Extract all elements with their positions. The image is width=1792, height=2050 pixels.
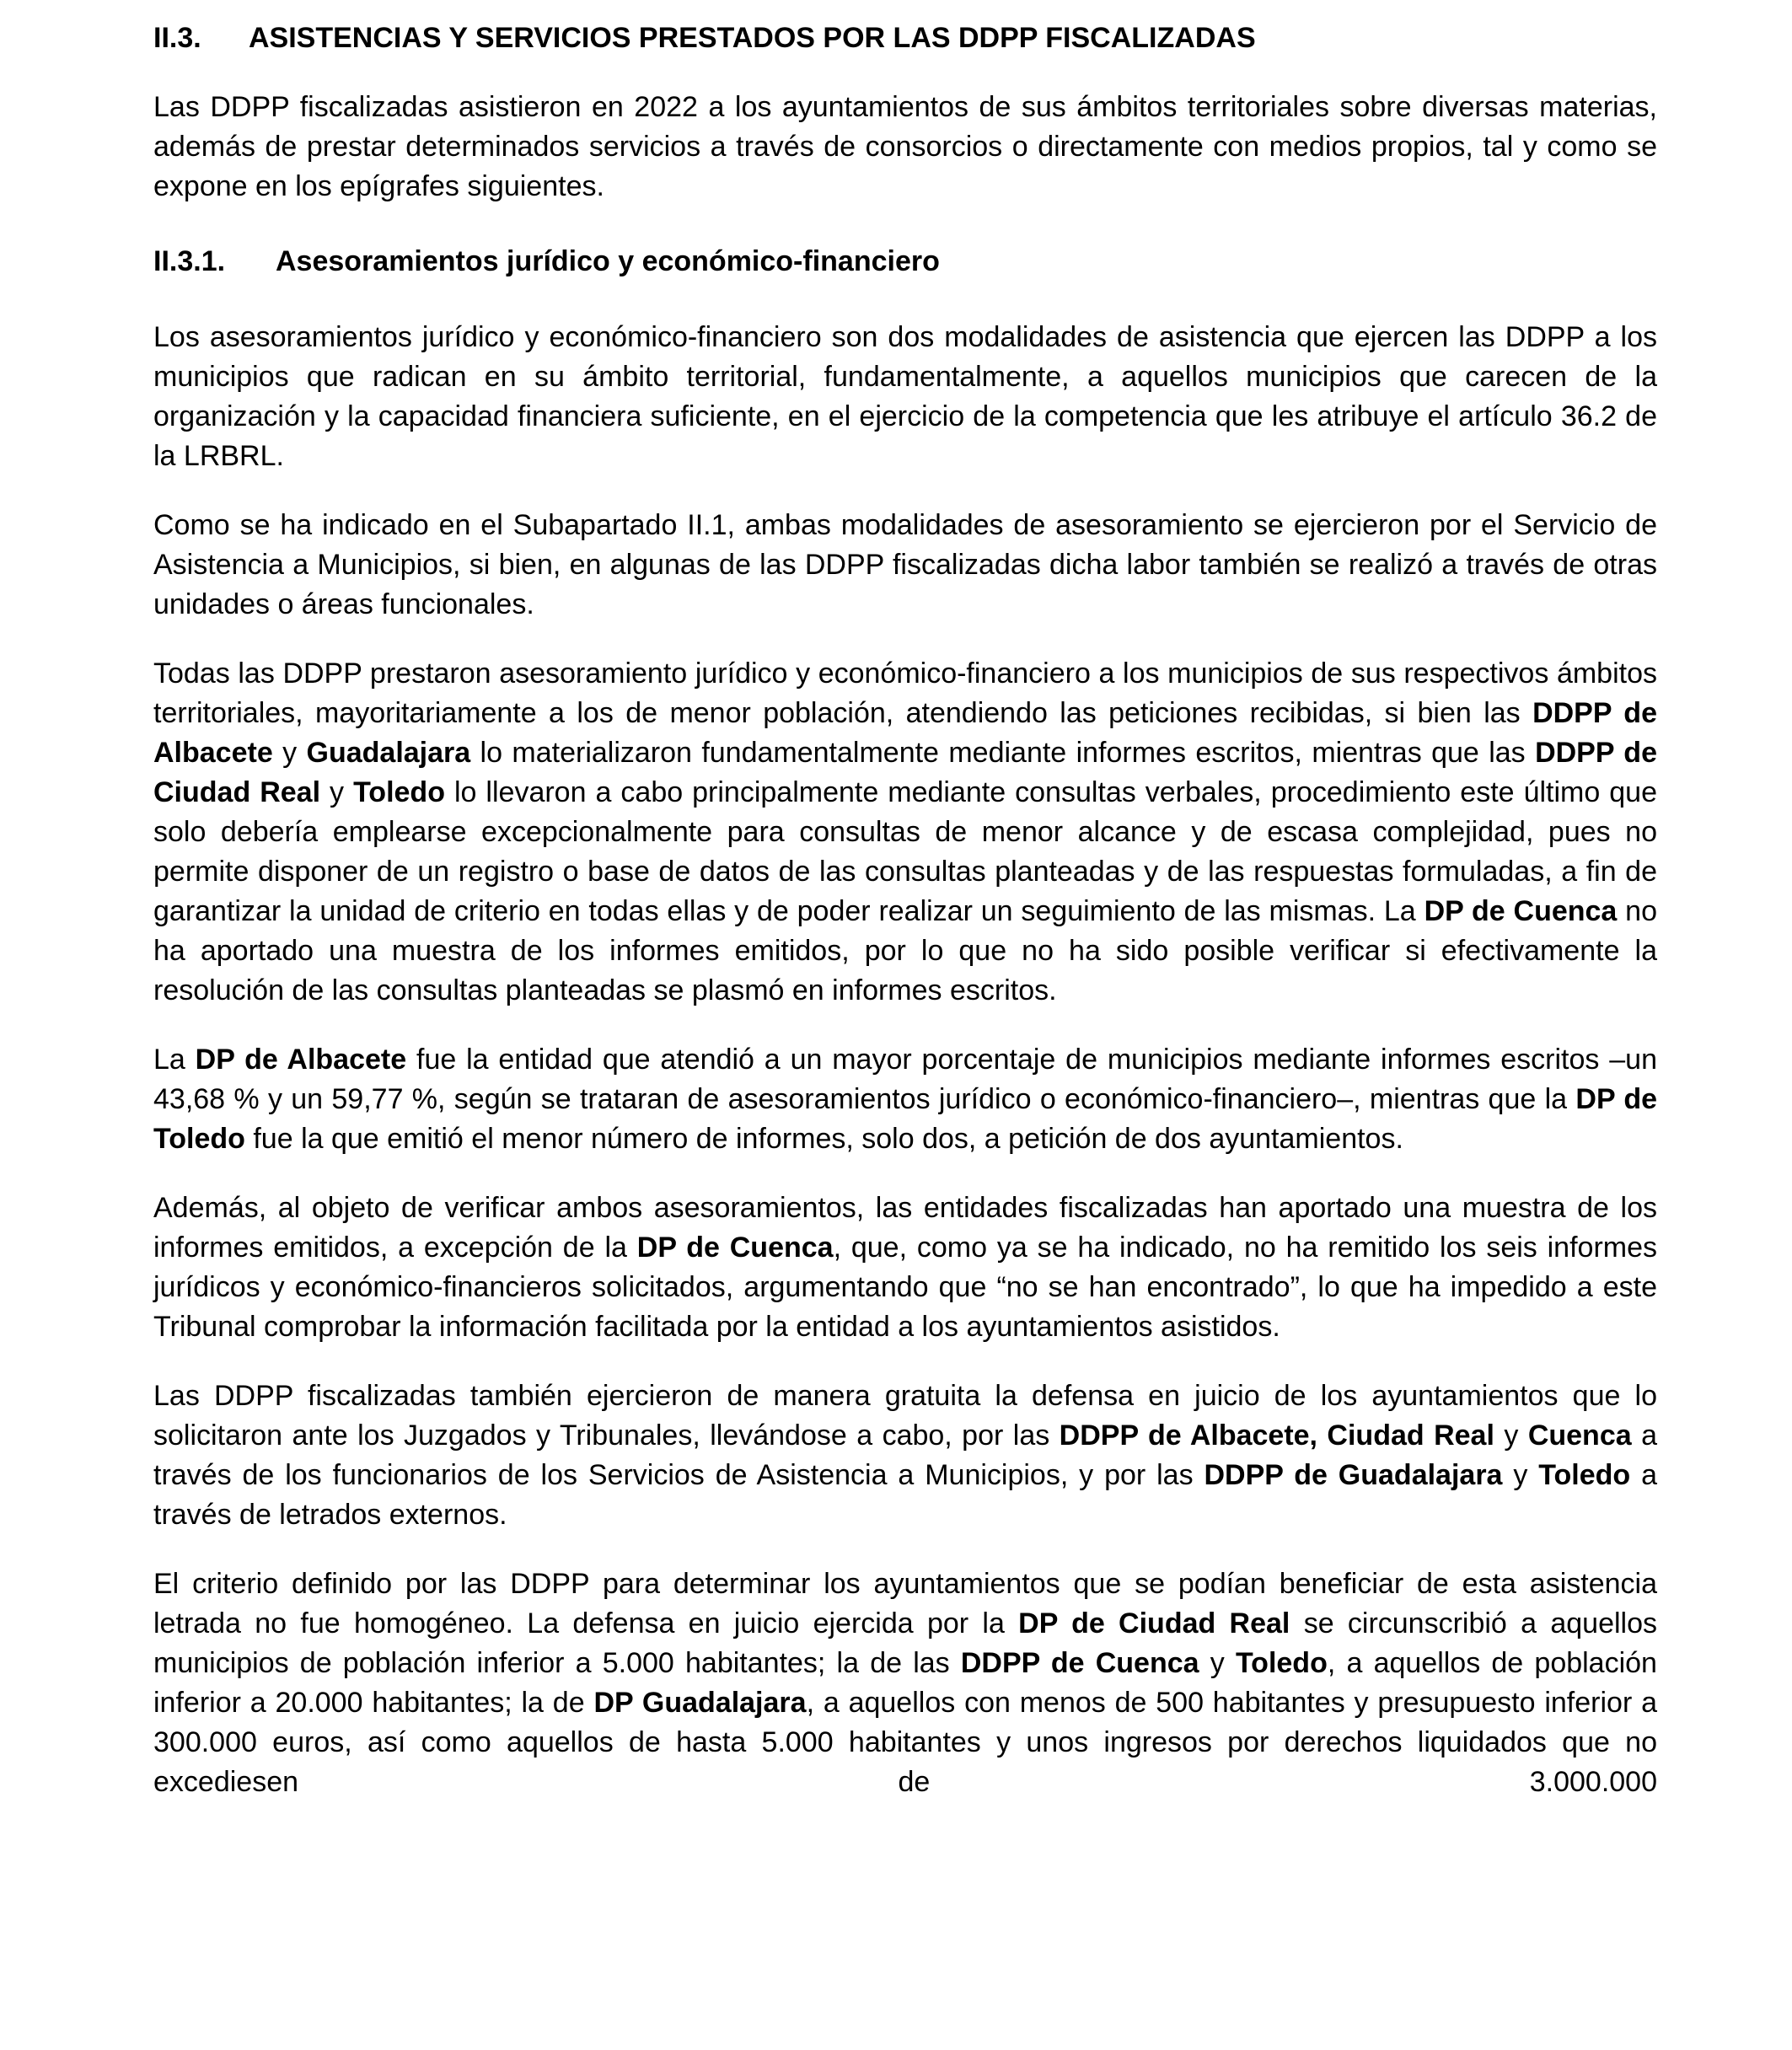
bold-text: Toledo bbox=[1538, 1459, 1631, 1491]
text-run: no ha aportado una muestra de los informes emitidos, por lo que no ha sido posible verificar si efectivamente la resolución de las consultas planteadas se plasmó en informes escritos. bbox=[153, 895, 1657, 1006]
text-run: Los asesoramientos jurídico y económico-financiero son dos modalidades de asistencia que ejercen las DDPP a los municipios que radican en su ámbito territorial, fundamentalmente, a aquellos municipios que carecen de la organización y la capacidad financiera suficiente, en el ejercicio de la competencia que les atribuye el artículo 36.2 de la LRBRL. bbox=[153, 321, 1657, 472]
bold-text: Toledo bbox=[1235, 1647, 1328, 1679]
text-run: y bbox=[272, 737, 307, 769]
text-run: a través de los funcionarios de los Servicios de Asistencia a Municipios, y por las bbox=[153, 1419, 1657, 1491]
bold-text: DDPP de Guadalajara bbox=[1204, 1459, 1503, 1491]
paragraph-intro bbox=[153, 88, 1657, 207]
bold-text: Cuenca bbox=[1527, 1419, 1632, 1452]
bold-text: DP Guadalajara bbox=[593, 1687, 807, 1719]
text-run: Todas las DDPP prestaron asesoramiento jurídico y económico-financiero a los municipios de sus respectivos ámbitos territoriales, mayoritariamente a los de menor población, atendiendo las peticiones recibidas, si bien las bbox=[153, 657, 1657, 729]
paragraph-todas-ddpp bbox=[153, 654, 1657, 1011]
section-number: II.3. bbox=[153, 22, 201, 54]
text-run: La bbox=[153, 1044, 196, 1076]
bold-text: Toledo bbox=[353, 776, 445, 808]
section-title: ASISTENCIAS Y SERVICIOS PRESTADOS POR LAS DDPP FISCALIZADAS bbox=[249, 22, 1256, 54]
text-run: a través de letrados externos. bbox=[153, 1459, 1657, 1531]
bold-text: DDPP de Ciudad Real bbox=[153, 737, 1657, 808]
bold-text: DP de Cuenca bbox=[1424, 895, 1618, 927]
text-run: lo materializaron fundamentalmente mediante informes escritos, mientras que las bbox=[470, 737, 1536, 769]
paragraph-muestra-informes bbox=[153, 1189, 1657, 1347]
text-run: y bbox=[1502, 1459, 1539, 1491]
bold-text: DP de Cuenca bbox=[636, 1232, 834, 1264]
text-run: Las DDPP fiscalizadas también ejercieron de manera gratuita la defensa en juicio de los ayuntamientos que lo solicitaron ante los Juzgados y Tribunales, llevándose a cabo, por las bbox=[153, 1380, 1657, 1452]
bold-text: DDPP de Albacete bbox=[153, 697, 1657, 769]
text-run: se circunscribió a aquellos municipios de población inferior a 5.000 habitantes; la de las bbox=[153, 1607, 1657, 1679]
bold-text: DP de Ciudad Real bbox=[1018, 1607, 1290, 1639]
text-run: , que, como ya se ha indicado, no ha remitido los seis informes jurídicos y económico-financieros solicitados, argumentando que “no se han encontrado”, lo que ha impedido a este Tribunal comprobar la información facilitada por la entidad a los ayuntamientos asistidos. bbox=[153, 1232, 1658, 1343]
text-run: y bbox=[320, 776, 354, 808]
text-run: , a aquellos de población inferior a 20.000 habitantes; la de bbox=[153, 1647, 1657, 1719]
paragraph-criterio bbox=[153, 1564, 1657, 1802]
subsection-number: II.3.1. bbox=[153, 245, 226, 277]
bold-text: DDPP de Cuenca bbox=[960, 1647, 1199, 1679]
text-run: y bbox=[1199, 1647, 1236, 1679]
paragraph-dp-albacete bbox=[153, 1040, 1657, 1159]
text-run: Como se ha indicado en el Subapartado II.1, ambas modalidades de asesoramiento se ejercieron por el Servicio de Asistencia a Municipios, si bien, en algunas de las DDPP fiscalizadas dicha labor también se realizó a través de otras unidades o áreas funcionales. bbox=[153, 509, 1657, 620]
text-run: El criterio definido por las DDPP para determinar los ayuntamientos que se podían beneficiar de esta asistencia letrada no fue homogéneo. La defensa en juicio ejercida por la bbox=[153, 1568, 1657, 1639]
text-run: fue la entidad que atendió a un mayor porcentaje de municipios mediante informes escritos –un 43,68 % y un 59,77 %, según se trataran de asesoramientos jurídico o económico-financiero–, mientras que la bbox=[153, 1044, 1657, 1115]
subsection-title: Asesoramientos jurídico y económico-financiero bbox=[276, 245, 940, 277]
text-run: Además, al objeto de verificar ambos asesoramientos, las entidades fiscalizadas han aportado una muestra de los informes emitidos, a excepción de la bbox=[153, 1192, 1657, 1264]
paragraph-modalidades bbox=[153, 318, 1657, 476]
bold-text: DP de Albacete bbox=[195, 1044, 407, 1076]
bold-text: Guadalajara bbox=[306, 737, 471, 769]
section-heading bbox=[153, 19, 1657, 58]
text-run: Las DDPP fiscalizadas asistieron en 2022 a los ayuntamientos de sus ámbitos territoriales sobre diversas materias, además de prestar determinados servicios a través de consorcios o directamente con medios propios, tal y como se expone en los epígrafes siguientes. bbox=[153, 91, 1657, 202]
text-run: y bbox=[1494, 1419, 1528, 1452]
text-run: fue la que emitió el menor número de informes, solo dos, a petición de dos ayuntamientos. bbox=[244, 1123, 1403, 1155]
text-run: lo llevaron a cabo principalmente mediante consultas verbales, procedimiento este último que solo debería emplearse excepcionalmente para consultas de menor alcance y de escasa complejidad, pues no permite disponer de un registro o base de datos de las consultas planteadas y de las respuestas formuladas, a fin de garantizar la unidad de criterio en todas ellas y de poder realizar un seguimiento de las mismas. La bbox=[153, 776, 1657, 927]
text-run: , a aquellos con menos de 500 habitantes y presupuesto inferior a 300.000 euros, así como aquellos de hasta 5.000 habitantes y unos ingresos por derechos liquidados que no excediesen de 3.000.000 bbox=[153, 1687, 1658, 1798]
bold-text: DDPP de Albacete, Ciudad Real bbox=[1059, 1419, 1494, 1452]
paragraph-subapartado bbox=[153, 506, 1657, 625]
paragraph-defensa-juicio bbox=[153, 1377, 1657, 1535]
subsection-heading bbox=[153, 242, 1657, 282]
bold-text: DP de Toledo bbox=[153, 1083, 1658, 1155]
